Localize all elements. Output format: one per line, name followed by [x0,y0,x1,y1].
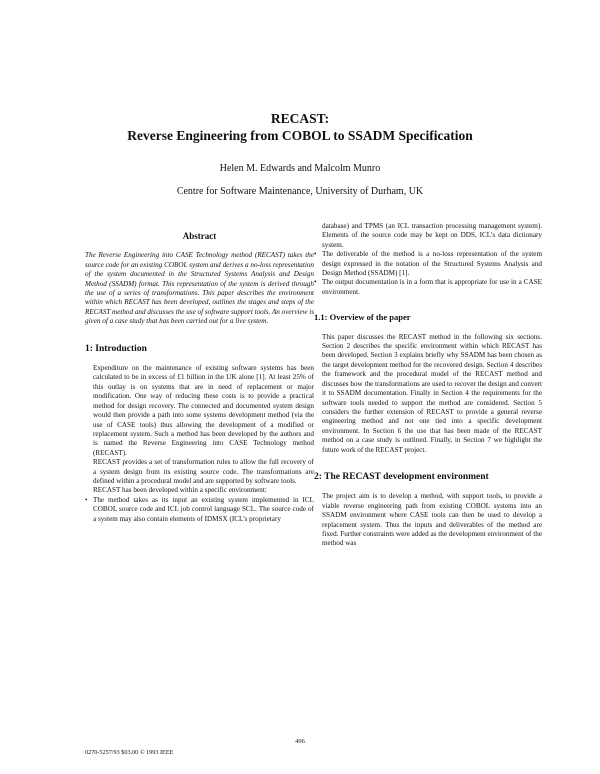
overview-heading: 1.1: Overview of the paper [314,312,411,323]
authors: Helen M. Edwards and Malcolm Munro [219,163,381,174]
environment-heading: 2: The RECAST development environment [314,471,489,482]
page-number: 496 [295,738,305,745]
environment-bullet-1: • The method takes as its input an existing system implemented in ICL COBOL source code and ICL job control language SCL. The source code of a system may also contain elements of IDMSX (ICL's proprietary [85,496,314,524]
intro-paragraph-3: RECAST has been developed within a specific environment: [93,486,267,495]
overview-paragraph: This paper discusses the RECAST method in the following six sections. Section 2 describes the specific environment within which RECAST has been developed. Section 3 explains briefly why SSADM has been chosen as the target development method for the recovered design. Section 4 describes the framework and the procedural model of the RECAST method and discusses how the transformations are used to recover the design and convert it to SSADM documentation. Finally in Section 4 the requirements for the software tools needed to support the method are considered. Section 5 considers the further extension of RECAST to provide a general reverse engineering method and not one tied into a specific development environment. In Section 6 the use that has been made of the RECAST method on a case study is outlined. Finally, in Section 7 we highlight the future work of the RECAST project. [322,332,542,454]
environment-list [85,496,314,524]
abstract-text: The Reverse Engineering into CASE Technology method (RECAST) takes the source code for an existing COBOL system and derives a no-loss representation of the system documented in the Structured Systems Analysis and Design Method (SSADM) format. This representation of the system is derived through the use of a series of transformations. This paper describes the environment within which RECAST has been developed, outlines the stages and steps of the RECAST method and discusses the use of software support tools. An overview is given of a case study that has been carried out for a live system. [85,251,314,326]
intro-heading: 1: Introduction [85,343,147,354]
environment-paragraph: The project aim is to develop a method, with support tools, to provide a viable reverse engineering path from existing COBOL systems into an SSADM environment where CASE tools can then be used to develop a replacement system. Thus the inputs and deliverables of the method are fixed. Further constraints were added as the development environment of the method was [322,492,542,548]
intro-paragraph-2: RECAST provides a set of transformation rules to allow the full recovery of a system design from its existing source code. The transformations are defined within a procedural model and are supported by software tools. [93,458,314,485]
left-column [85,226,314,524]
copyright-notice: 0270-5257/93 $03.00 © 1993 IEEE [85,749,174,756]
title-block [0,110,600,197]
environment-bullet-3: • The output documentation is in a form that is appropriate for use in a CASE environment. [314,278,542,297]
paper-title-line2: Reverse Engineering from COBOL to SSADM Specification [127,128,473,143]
bullet-continuation: database) and TPMS (an ICL transaction processing management system). Elements of the source code may be kept on DDS, ICL's data dictionary system. [322,222,542,249]
affiliation: Centre for Software Maintenance, University of Durham, UK [176,186,424,197]
environment-bullet-2: • The deliverable of the method is a no-loss representation of the system design expressed in the notation of the Structured Systems Analysis and Design Method (SSADM) [1]. [314,250,542,278]
intro-paragraph-1: Expenditure on the maintenance of existing software systems has been calculated to be in excess of £1 billion in the UK alone [1]. At least 25% of this outlay is on systems that are in need of replacement or major modification. One way of reducing these costs is to provide a practical method for design recovery. The connected and documented system design would then provide a path into some systems development method (via the use of CASE tools) thus allowing the development of a modified or replacement system. Such a method has been developed by the authors and is named the Reverse Engineering into CASE Technology method (RECAST). [93,364,314,457]
paper-title-line1: RECAST: [270,111,330,126]
abstract-heading: Abstract [182,231,217,241]
right-column [314,222,542,549]
environment-list-cont [314,250,542,297]
